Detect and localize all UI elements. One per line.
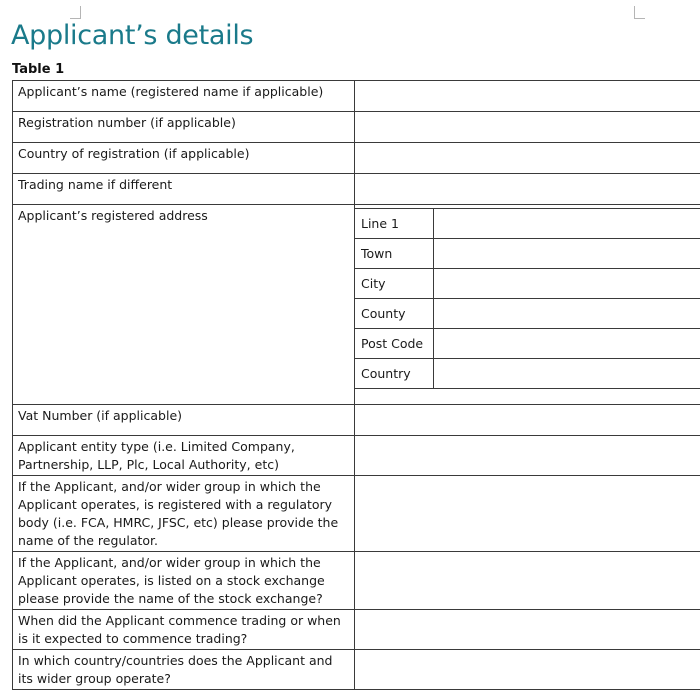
country-of-registration-field[interactable] — [355, 143, 700, 174]
address-row — [355, 269, 700, 299]
address-row — [355, 299, 700, 329]
row-label: Vat Number (if applicable) — [13, 405, 355, 436]
address-label: Country — [355, 359, 434, 389]
regulator-field[interactable] — [355, 476, 700, 552]
table-row — [13, 205, 700, 405]
address-row — [355, 239, 700, 269]
operating-countries-field[interactable] — [355, 650, 700, 690]
table-row — [13, 436, 700, 476]
stock-exchange-field[interactable] — [355, 552, 700, 610]
entity-type-field[interactable] — [355, 436, 700, 476]
row-label: Applicant’s name (registered name if applicable) — [13, 81, 355, 112]
commence-trading-field[interactable] — [355, 610, 700, 650]
address-label: Line 1 — [355, 209, 434, 239]
address-label: County — [355, 299, 434, 329]
address-county-field[interactable] — [434, 299, 700, 329]
applicant-details-table — [12, 80, 700, 690]
registered-address-block — [355, 205, 700, 405]
section-heading: Applicant’s details — [11, 20, 253, 51]
table-row — [13, 650, 700, 690]
table-row — [13, 476, 700, 552]
crop-mark-left — [70, 6, 81, 19]
row-label: If the Applicant, and/or wider group in which the Applicant operates, is registered with a regulatory body (i.e. FCA, HMRC, JFSC, etc) please provide the name of the regulator. — [13, 476, 355, 552]
address-row — [355, 329, 700, 359]
address-row — [355, 359, 700, 389]
applicant-name-field[interactable] — [355, 81, 700, 112]
row-label: Country of registration (if applicable) — [13, 143, 355, 174]
crop-mark-right — [634, 6, 645, 19]
trading-name-field[interactable] — [355, 174, 700, 205]
table-row — [13, 81, 700, 112]
table-row — [13, 405, 700, 436]
row-label: If the Applicant, and/or wider group in which the Applicant operates, is listed on a stock exchange please provide the name of the stock exchange? — [13, 552, 355, 610]
row-label: Applicant’s registered address — [13, 205, 355, 405]
row-label: In which country/countries does the Applicant and its wider group operate? — [13, 650, 355, 690]
address-table — [355, 208, 700, 389]
address-label: Post Code — [355, 329, 434, 359]
row-label: When did the Applicant commence trading or when is it expected to commence trading? — [13, 610, 355, 650]
address-row — [355, 209, 700, 239]
table-row — [13, 610, 700, 650]
registration-number-field[interactable] — [355, 112, 700, 143]
table-row — [13, 174, 700, 205]
row-label: Trading name if different — [13, 174, 355, 205]
table-row — [13, 143, 700, 174]
row-label: Applicant entity type (i.e. Limited Company, Partnership, LLP, Plc, Local Authority, etc) — [13, 436, 355, 476]
address-label: Town — [355, 239, 434, 269]
table-row — [13, 112, 700, 143]
address-country-field[interactable] — [434, 359, 700, 389]
address-city-field[interactable] — [434, 269, 700, 299]
table-caption: Table 1 — [12, 62, 64, 77]
table-row — [13, 552, 700, 610]
vat-number-field[interactable] — [355, 405, 700, 436]
address-line1-field[interactable] — [434, 209, 700, 239]
row-label: Registration number (if applicable) — [13, 112, 355, 143]
address-postcode-field[interactable] — [434, 329, 700, 359]
address-town-field[interactable] — [434, 239, 700, 269]
address-label: City — [355, 269, 434, 299]
